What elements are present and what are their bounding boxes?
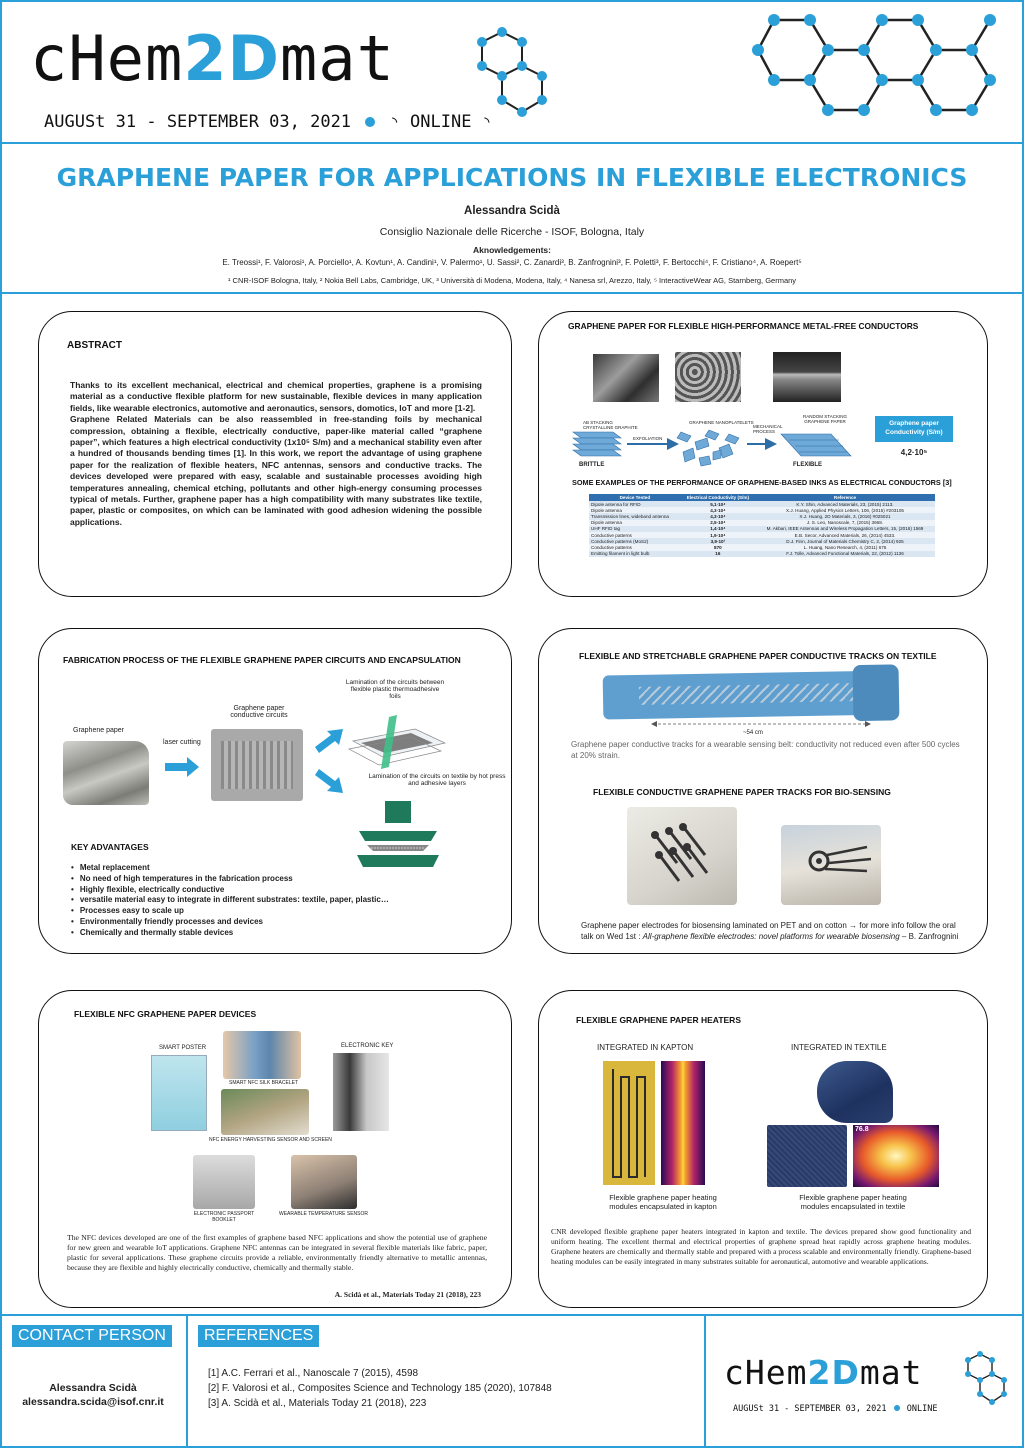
reference-item: [2] F. Valorosi et al., Composites Science and Technology 185 (2020), 107848	[208, 1383, 552, 1394]
advantage-item: • Metal replacement	[71, 863, 491, 874]
author-name: Alessandra Scidà	[464, 205, 560, 217]
length-arrow	[651, 719, 871, 729]
table-header: Electrical Conductivity (S/m)	[681, 494, 755, 501]
advantage-item: • Processes easy to scale up	[71, 906, 491, 917]
table-cell: K.Y. Shin, Advanced Materials, 23, (2015) 2113.	[755, 501, 935, 507]
table-cell: D.J. Finn, Journal of Materials Chemistry C, 2, (2014) 925	[755, 538, 935, 544]
table-title: SOME EXAMPLES OF THE PERFORMANCE OF GRAPHENE-BASED INKS AS ELECTRICAL CONDUCTORS [3]	[572, 478, 952, 487]
footer-date: AUGUSt 31 - SEPTEMBER 03, 2021 ONLINE	[733, 1404, 938, 1414]
heaters-title: FLEXIBLE GRAPHENE PAPER HEATERS	[576, 1015, 741, 1025]
affiliation: Consiglio Nazionale delle Ricerche - ISOF, Bologna, Italy	[379, 226, 645, 238]
table-cell: 16	[681, 551, 755, 557]
footer-divider-left	[186, 1314, 188, 1446]
table-cell: F.J. Tolle, Advanced Functional Materials, 22, (2012) 1136	[755, 551, 935, 557]
label-wearable-temperature: WEARABLE TEMPERATURE SENSOR	[279, 1211, 368, 1217]
label-smart-bracelet: SMART NFC SILK BRACELET	[229, 1080, 298, 1086]
caption-textile: Flexible graphene paper heating modules encapsulated in textile	[799, 1193, 907, 1211]
caption-kapton: Flexible graphene paper heating modules encapsulated in kapton	[609, 1193, 717, 1211]
paper-cross-section-micrograph	[773, 352, 841, 402]
length-label: ~54 cm	[743, 730, 763, 736]
label-graphene-paper: Graphene paper	[73, 727, 124, 734]
reference-item: [1] A.C. Ferrari et al., Nanoscale 7 (2015), 4598	[208, 1368, 419, 1379]
table-cell: E.B. Secor, Advanced Materials, 26, (2014) 4533.	[755, 532, 935, 538]
header-divider	[0, 142, 1024, 144]
conductivity-box: Graphene paper Conductivity (S/m)	[875, 416, 953, 442]
references-heading: REFERENCES	[198, 1325, 319, 1347]
fabrication-panel	[38, 628, 512, 954]
thermal-temperature: 76.8	[855, 1126, 869, 1133]
label-random-stacking: RANDOM STACKING GRAPHENE PAPER	[803, 414, 847, 424]
lamination-plastic-diagram	[345, 713, 455, 769]
table-cell: X.J. Huang, Applied Physics Letters, 106, (2015) #203105	[755, 507, 935, 513]
label-laser-cutting: laser cutting	[163, 739, 201, 746]
textile-thermal-image	[853, 1125, 939, 1187]
molecule-icon	[462, 20, 562, 130]
electronic-key-photo	[333, 1053, 389, 1131]
table-cell: UHF RFID tag	[589, 526, 681, 532]
electrodes-cotton-photo	[781, 825, 881, 905]
kapton-thermal-image	[661, 1061, 705, 1185]
label-lamination-plastic: Lamination of the circuits between flexible plastic thermoadhesive foils	[345, 679, 445, 700]
table-cell: 870	[681, 544, 755, 550]
heaters-panel	[538, 990, 988, 1308]
conductivity-value: 4,2·10⁵	[900, 448, 928, 457]
smart-poster-photo	[151, 1055, 207, 1131]
conductors-panel	[538, 311, 988, 597]
electrodes-pet-photo	[627, 807, 737, 905]
contact-heading: CONTACT PERSON	[12, 1325, 172, 1347]
reference-item: [3] A. Scidà et al., Materials Today 21 (2018), 223	[208, 1398, 427, 1409]
label-conductive-circuits: Graphene paper conductive circuits	[230, 705, 288, 719]
nfc-text: The NFC devices developed are one of the first examples of graphene based NFC applications and show the potential use of graphene for new green and wearable IoT applications. Graphene NFC antennas can be integrated in several flexible materials like fabric, paper, plastic for several applications. These graphene circuits provide a reliable, environmentally friendly alternative to metallic antennas, because they are flexible and highly electrically conductive, chemically and thermally stable.	[67, 1233, 487, 1272]
label-lamination-textile: Lamination of the circuits on textile by hot press and adhesive layers	[368, 773, 506, 787]
key-advantages-title: KEY ADVANTAGES	[71, 842, 149, 852]
graphene-paper-photo	[63, 741, 149, 805]
wifi-icon: ◝	[481, 112, 492, 132]
table-cell: Conductive patterns	[589, 532, 681, 538]
label-exfoliation: EXFOLIATION	[633, 436, 663, 441]
label-energy-harvesting: NFC ENERGY HARVESTING SENSOR AND SCREEN	[209, 1137, 332, 1143]
label-electronic-key: ELECTRONIC KEY	[341, 1043, 394, 1049]
bio-caption: Graphene paper electrodes for biosensing laminated on PET and on cotton → for more info follow the oral talk on Wed 1st : All-graphene flexible electrodes: novel platforms for wearable biosensing – B. Zanfrognini	[581, 921, 959, 941]
textile-belt-photo	[603, 670, 894, 719]
conductors-title: GRAPHENE PAPER FOR FLEXIBLE HIGH-PERFORMANCE METAL-FREE CONDUCTORS	[568, 321, 919, 331]
footer-molecule-icon	[958, 1350, 1012, 1408]
table-cell: 1,9·10⁴	[681, 532, 755, 538]
contact-name: Alessandra Scidà	[49, 1382, 137, 1394]
ack-affiliations: ¹ CNR-ISOF Bologna, Italy, ² Nokia Bell Labs, Cambridge, UK, ³ Università di Modena, Modena, Italy, ⁴ Nanesa srl, Arezzo, Italy, ⁵ InteractiveWear AG, Starnberg, Germany	[227, 276, 797, 285]
header-logo: cHem2Dmat	[30, 22, 395, 95]
dot-icon	[894, 1405, 900, 1411]
advantage-item: • Environmentally friendly processes and devices	[71, 917, 491, 928]
arrow-down-right-icon	[315, 769, 345, 793]
graphite-photo	[593, 354, 659, 402]
label-flexible: FLEXIBLE	[793, 462, 823, 468]
label-brittle: BRITTLE	[579, 462, 605, 468]
table-cell: L. Huang, Nano Research, 4, (2011) 675	[755, 544, 935, 550]
textile-heater-photo	[817, 1061, 893, 1123]
table-cell: Conductive patterns	[589, 544, 681, 550]
advantage-item: • Highly flexible, electrically conductive	[71, 885, 491, 896]
wearable-temperature-photo	[291, 1155, 357, 1209]
abstract-paragraph-2: Graphene Related Materials can be also reassembled in free-standing foils by mechanical compression, obtaining a flexible, electrically conductive, paper-like material called “graphene paper”, which features a high electrical conductivity (1x10⁵ S/m) and a mechanical stability even after a hundred of thousands bending times [1]. In this work, we report the advantage of using graphene paper for the realization of flexible heaters, NFC antennas, sensors and conductive tracks. The devices developed were prepared with easy, scalable and sustainable processes avoiding high temperatures annealing, chemical etching, pollutants and other high-energy consuming processes typical of metals. Further, graphene paper has a high compatibility with many substrates like textile, paper, plastic or composites, on which can be laminated with good adhesion widening the possible applications.	[70, 414, 482, 527]
abstract-title: ABSTRACT	[67, 340, 122, 351]
table-cell: 4,3·10⁴	[681, 507, 755, 513]
energy-harvesting-photo	[221, 1089, 309, 1135]
bio-title: FLEXIBLE CONDUCTIVE GRAPHENE PAPER TRACKS FOR BIO-SENSING	[593, 787, 891, 797]
electronic-passport-photo	[193, 1155, 255, 1209]
footer-divider-right	[704, 1314, 706, 1446]
smart-bracelet-photo	[223, 1031, 301, 1079]
nfc-citation: A. Scidà et al., Materials Today 21 (2018), 223	[334, 1290, 481, 1299]
footer-divider	[0, 1314, 1024, 1316]
abstract-paragraph-1: Thanks to its excellent mechanical, electrical and chemical properties, graphene is a promising material as a conductive flexible platform for new sustainable, flexible devices in many application fields, like wearable electronics, automotive and aeronautics, sensors, domotics, IoT and more [1-2].	[70, 380, 482, 413]
abstract-text	[70, 380, 482, 528]
table-cell: Dipole antenna	[589, 507, 681, 513]
arrow-right-icon	[165, 757, 201, 777]
kapton-heater-photo	[603, 1061, 655, 1185]
advantage-item: • versatile material easy to integrate in different substrates: textile, paper, plastic…	[71, 895, 491, 906]
nanoplatelets-micrograph	[675, 352, 741, 402]
label-ab-stacking: AB STACKING CRYSTALLINE GRAPHITE	[583, 420, 638, 430]
table-header: Reference	[755, 494, 935, 501]
table-row	[589, 551, 935, 557]
label-mechanical: MECHANICAL PROCESS	[753, 424, 783, 434]
table-cell: Emitting filament in light bulb	[589, 551, 681, 557]
table-cell: 5,1·10⁴	[681, 501, 755, 507]
wifi-icon: ◝	[389, 112, 400, 132]
table-cell: 1,4·10⁴	[681, 526, 755, 532]
table-cell: M. Akbari, IEEE Antennas and Wireless Propagation Letters, 15, (2016) 1569	[755, 526, 935, 532]
dot-icon	[365, 117, 375, 127]
label-nanoplatelets: GRAPHENE NANOPLATELETS	[689, 420, 754, 425]
abstract-panel	[38, 311, 512, 597]
table-cell: Dipole antenna	[589, 520, 681, 526]
table-cell: Transmission lines, wideband antenna	[589, 513, 681, 519]
table-cell: X.J. Huang, 2D Materials, 3, (2016) #025021	[755, 513, 935, 519]
conductive-circuits-photo	[211, 729, 303, 801]
nfc-panel	[38, 990, 512, 1308]
label-integrated-kapton: INTEGRATED IN KAPTON	[597, 1043, 694, 1052]
advantage-item: • Chemically and thermally stable devices	[71, 928, 491, 939]
table-cell: Conductive patterns (MoS2)	[589, 538, 681, 544]
textile-caption: Graphene paper conductive tracks for a wearable sensing belt: conductivity not reduced even after 500 cycles at 20% strain.	[571, 740, 960, 761]
title-divider	[0, 292, 1024, 294]
table-cell: Dipole antenna for RFID	[589, 501, 681, 507]
footer-logo: cHem2Dmat	[724, 1353, 923, 1392]
header-date: AUGUSt 31 - SEPTEMBER 03, 2021 ◝ ONLINE ◝	[44, 112, 492, 132]
performance-table	[589, 494, 935, 557]
poster-title: GRAPHENE PAPER FOR APPLICATIONS IN FLEXIBLE ELECTRONICS	[56, 163, 968, 192]
contact-email[interactable]: alessandra.scida@isof.cnr.it	[22, 1396, 164, 1408]
nfc-title: FLEXIBLE NFC GRAPHENE PAPER DEVICES	[74, 1009, 257, 1019]
arrow-up-right-icon	[315, 729, 345, 753]
table-cell: 4,3·10⁴	[681, 513, 755, 519]
table-header: Device Tested	[589, 494, 681, 501]
advantages-list	[71, 863, 491, 939]
table-cell: 3,9·10³	[681, 538, 755, 544]
label-electronic-passport: ELECTRONIC PASSPORT BOOKLET	[193, 1211, 255, 1223]
table-cell: 2,5·10⁴	[681, 520, 755, 526]
advantage-item: • No need of high temperatures in the fabrication process	[71, 874, 491, 885]
molecule-network-icon	[750, 6, 1010, 136]
fabrication-title: FABRICATION PROCESS OF THE FLEXIBLE GRAPHENE PAPER CIRCUITS AND ENCAPSULATION	[63, 655, 461, 665]
references-list	[208, 1366, 552, 1411]
textile-module-photo	[767, 1125, 847, 1187]
textile-title: FLEXIBLE AND STRETCHABLE GRAPHENE PAPER CONDUCTIVE TRACKS ON TEXTILE	[579, 651, 937, 661]
label-integrated-textile: INTEGRATED IN TEXTILE	[791, 1043, 887, 1052]
ack-title: Aknowledgements:	[473, 245, 551, 255]
table-cell: J. S. Leo, Nanoscale, 7, (2015) 3668.	[755, 520, 935, 526]
textile-panel	[538, 628, 988, 954]
heaters-text: CNR developed flexible graphene paper heaters integrated in kapton and textile. The devices prepared show good functionality and uniform heating. The excellent thermal and electrical properties of graphene spread heat rapidly across graphene heating modules. Graphene heaters are chemically and thermally stable and prepared with a process scalable and environmentally friendly. Graphene-based heating modules can be easily integrated in many substrates suitable for aeronautical, automotive and wearable applications.	[551, 1227, 971, 1266]
ack-names: E. Treossi¹, F. Valorosi¹, A. Porciello¹, A. Kovtun¹, A. Candini¹, V. Palermo¹, U. Sassi², C. Zanardi³, B. Zanfrognini³, F. Poletti³, F. Bertocchi⁴, F. Cristiano⁴, A. Roepert⁵	[222, 258, 802, 267]
label-smart-poster: SMART POSTER	[159, 1045, 207, 1051]
